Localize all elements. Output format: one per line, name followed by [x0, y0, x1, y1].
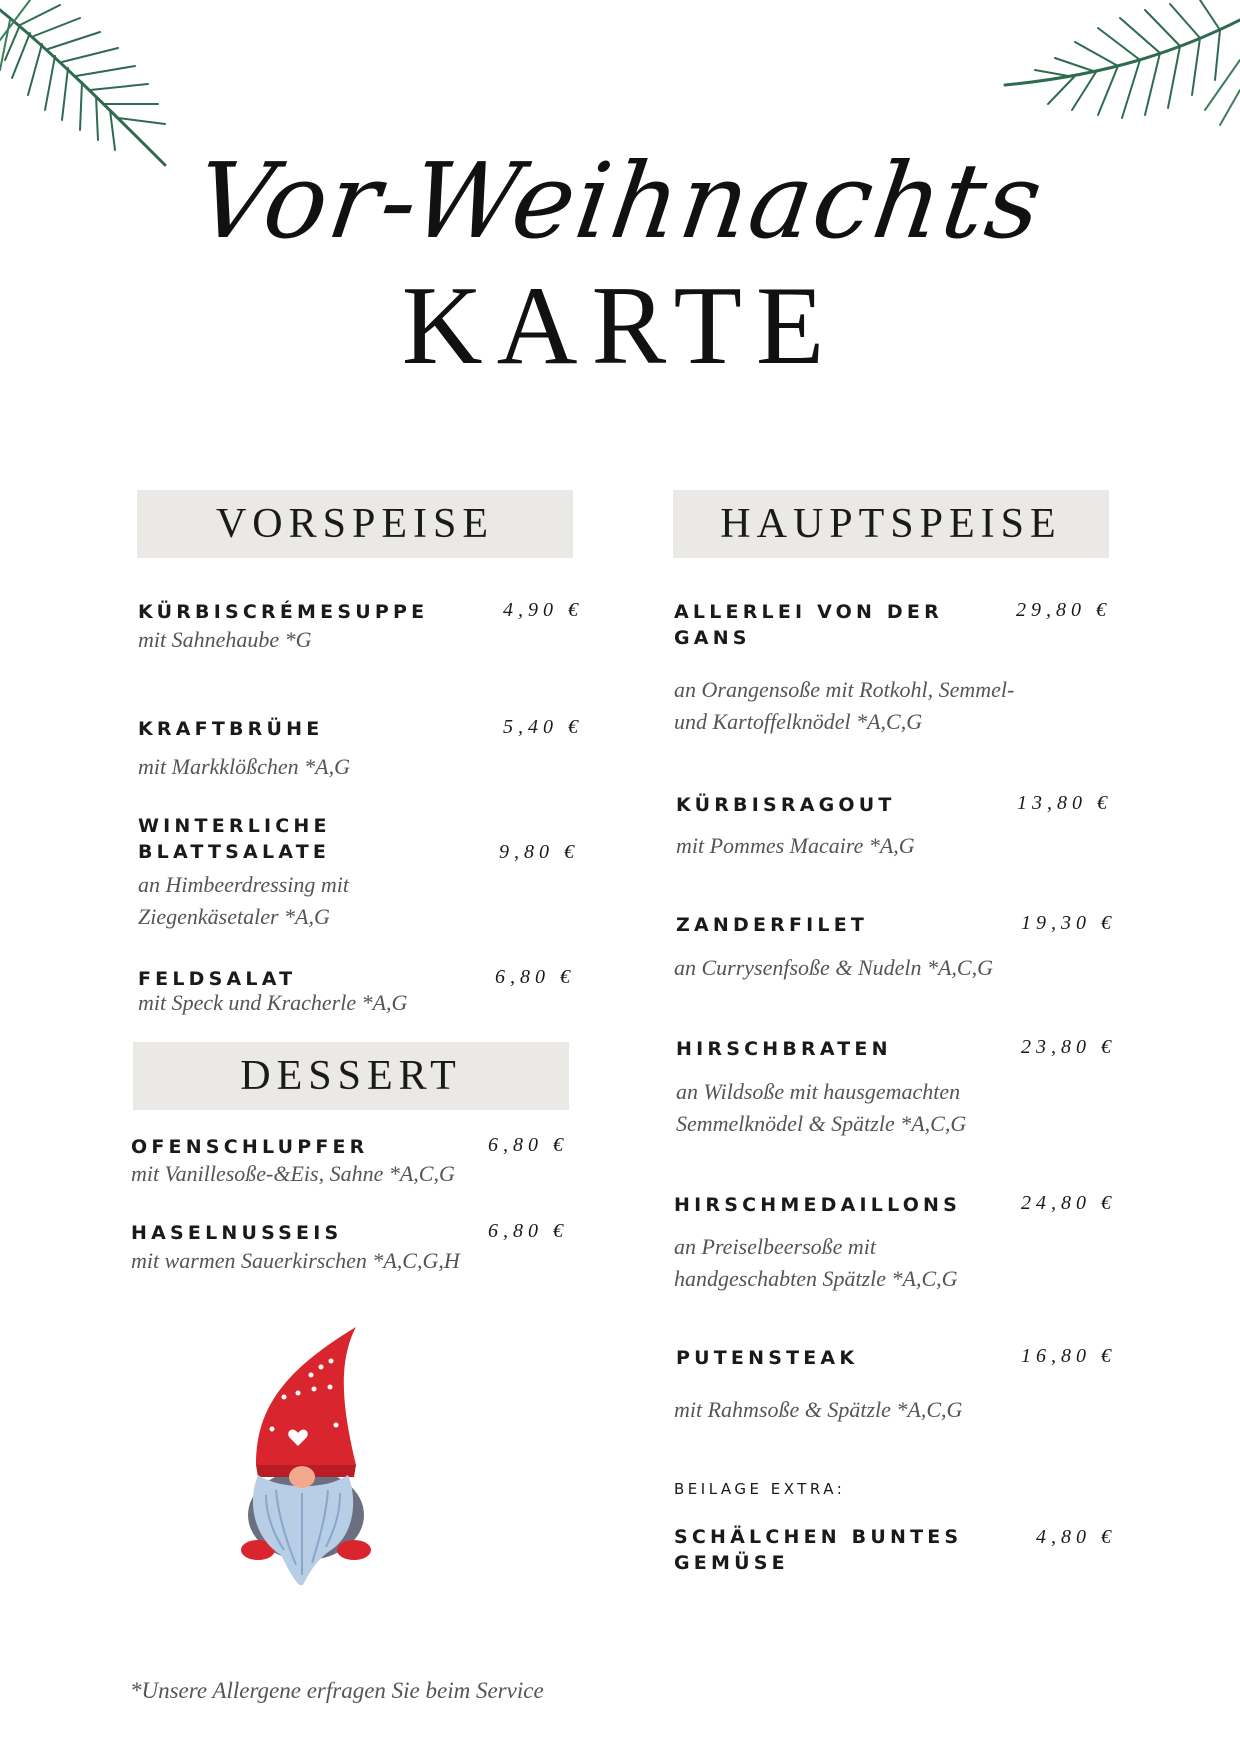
- vorspeise-item-price: 6,80 €: [495, 966, 575, 988]
- hauptspeise-item-name: ZANDERFILET: [676, 914, 869, 936]
- hauptspeise-item-price: 13,80 €: [1017, 792, 1112, 814]
- hauptspeise-item-price: 16,80 €: [1021, 1345, 1116, 1367]
- hauptspeise-item-desc: an Wildsoße mit hausgemachten Semmelknödel & Spätzle *A,C,G: [676, 1079, 967, 1136]
- script-title: Vor-Weihnachts: [188, 140, 1052, 262]
- hauptspeise-item-price: 29,80 €: [1016, 599, 1111, 621]
- extra-item-name: SCHÄLCHEN BUNTES GEMÜSE: [674, 1526, 963, 1574]
- hauptspeise-item-desc: mit Pommes Macaire *A,G: [676, 833, 915, 858]
- vorspeise-item-price: 9,80 €: [499, 841, 579, 863]
- dessert-item-price: 6,80 €: [488, 1220, 568, 1242]
- hauptspeise-item-name: PUTENSTEAK: [676, 1347, 859, 1369]
- allergen-footnote: *Unsere Allergene erfragen Sie beim Service: [130, 1678, 544, 1703]
- dessert-item-price: 6,80 €: [488, 1134, 568, 1156]
- vorspeise-item-desc: an Himbeerdressing mit Ziegenkäsetaler *A,G: [138, 872, 350, 929]
- vorspeise-item-desc: mit Markklößchen *A,G: [138, 754, 350, 779]
- dessert-item-name: OFENSCHLUPFER: [131, 1136, 369, 1158]
- vorspeise-item-desc: mit Sahnehaube *G: [138, 627, 312, 652]
- vorspeise-item-price: 4,90 €: [503, 599, 583, 621]
- section-dessert-header: DESSERT: [133, 1042, 569, 1110]
- gnome-illustration: [236, 1325, 376, 1585]
- hauptspeise-item-desc: an Orangensoße mit Rotkohl, Semmel- und Kartoffelknödel *A,C,G: [674, 677, 1015, 734]
- hauptspeise-item-desc: an Preiselbeersoße mit handgeschabten Spätzle *A,C,G: [674, 1234, 958, 1291]
- dessert-item-desc: mit Vanillesoße-&Eis, Sahne *A,C,G: [131, 1161, 455, 1186]
- vorspeise-item-desc: mit Speck und Kracherle *A,G: [138, 990, 408, 1015]
- section-hauptspeise-header: HAUPTSPEISE: [673, 490, 1109, 558]
- section-vorspeise-header: VORSPEISE: [137, 490, 573, 558]
- vorspeise-item-name: WINTERLICHE BLATTSALATE: [138, 815, 331, 863]
- hauptspeise-item-name: KÜRBISRAGOUT: [676, 794, 896, 816]
- vorspeise-item-name: FELDSALAT: [138, 968, 297, 990]
- vorspeise-item-name: KÜRBISCRÉMESUPPE: [138, 601, 429, 623]
- hauptspeise-item-desc: an Currysenfsoße & Nudeln *A,C,G: [674, 955, 993, 980]
- hauptspeise-item-desc: mit Rahmsoße & Spätzle *A,C,G: [674, 1397, 963, 1422]
- dessert-item-name: HASELNUSSEIS: [131, 1222, 343, 1244]
- beilage-extra-label: BEILAGE EXTRA:: [674, 1480, 846, 1498]
- extra-item-price: 4,80 €: [1036, 1526, 1116, 1548]
- hauptspeise-item-name: HIRSCHBRATEN: [676, 1038, 892, 1060]
- hauptspeise-item-price: 19,30 €: [1021, 912, 1116, 934]
- page-title: KARTE: [401, 264, 839, 388]
- hauptspeise-item-name: HIRSCHMEDAILLONS: [674, 1194, 962, 1216]
- hauptspeise-item-name: ALLERLEI VON DER GANS: [674, 601, 943, 649]
- dessert-item-desc: mit warmen Sauerkirschen *A,C,G,H: [131, 1248, 460, 1273]
- hauptspeise-item-price: 24,80 €: [1021, 1192, 1116, 1214]
- pine-branch-right-icon: [1000, 0, 1240, 130]
- vorspeise-item-price: 5,40 €: [503, 716, 583, 738]
- hauptspeise-item-price: 23,80 €: [1021, 1036, 1116, 1058]
- vorspeise-item-name: KRAFTBRÜHE: [138, 718, 324, 740]
